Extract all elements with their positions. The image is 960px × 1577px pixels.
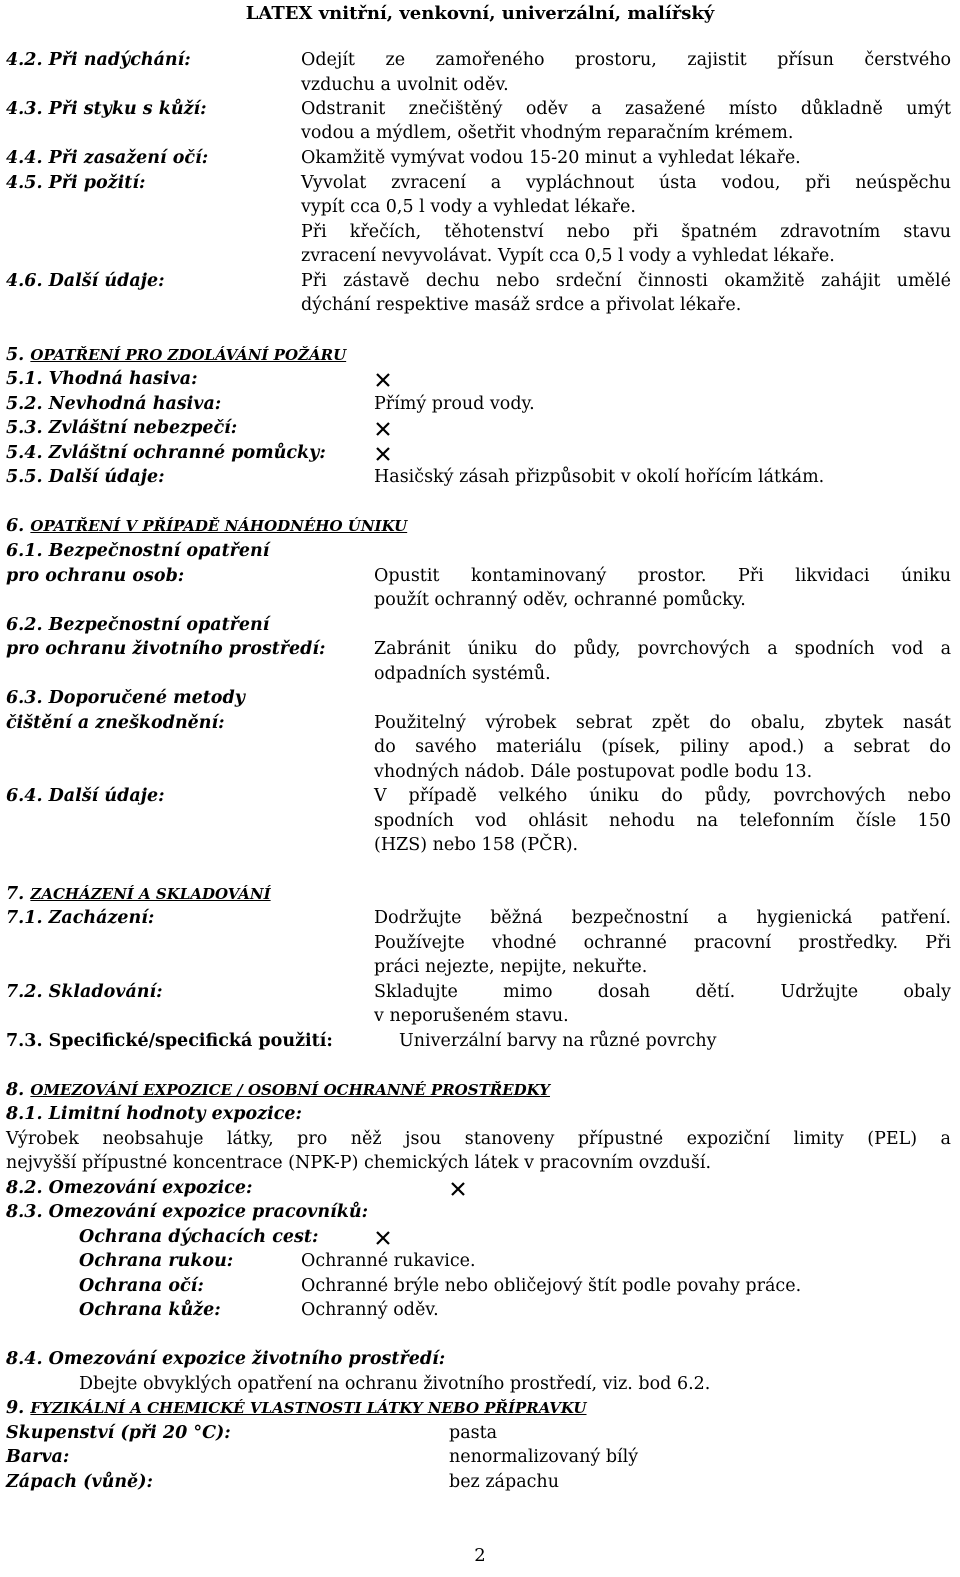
section-number: 8. [6,1080,25,1100]
label-state: Skupenství (při 20 °C): [6,1423,231,1443]
text-5-2: Přímý proud vody. [374,394,535,414]
label-8-2: 8.2. Omezování expozice: [6,1178,253,1198]
label-4-6: 4.6. Další údaje: [6,271,165,291]
text-7-1-line3: práci nejezte, nepijte, nekuřte. [374,957,648,977]
document-title: LATEX vnitřní, venkovní, univerzální, malířský [245,3,715,24]
label-5-5: 5.5. Další údaje: [6,467,165,487]
text-4-5-line4: zvracení nevyvolávat. Vypít cca 0,5 l vody a vyhledat lékaře. [301,246,835,266]
label-7-2: 7.2. Skladování: [6,982,163,1002]
label-5-2: 5.2. Nevhodná hasiva: [6,394,222,414]
text-4-5-line3: Při křečích, těhotenství nebo při špatném zdravotním stavu [301,222,951,242]
cross-icon [449,1180,467,1198]
text-7-2-line2: v neporušeném stavu. [374,1006,569,1026]
text-4-3-line1: Odstranit znečištěný oděv a zasažené místo důkladně umýt [301,99,951,119]
label-8-1: 8.1. Limitní hodnoty expozice: [6,1104,302,1124]
text-8-1-line2: nejvyšší přípustné koncentrace (NPK-P) chemických látek v pracovním ovzduší. [6,1153,712,1173]
label-6-4: 6.4. Další údaje: [6,786,165,806]
text-7-3: Univerzální barvy na různé povrchy [399,1031,717,1051]
section-title: OPATŘENÍ V PŘÍPADĚ NÁHODNÉHO ÚNIKU [30,517,408,535]
section-heading-9 [6,1396,587,1421]
section-title: FYZIKÁLNÍ A CHEMICKÉ VLASTNOSTI LÁTKY NEBO PŘÍPRAVKU [30,1399,587,1417]
cross-icon [374,420,392,438]
text-5-5: Hasičský zásah přizpůsobit v okolí hořícím látkám. [374,467,825,487]
section-title: OMEZOVÁNÍ EXPOZICE / OSOBNÍ OCHRANNÉ PROSTŘEDKY [30,1081,550,1099]
cross-icon [374,1229,392,1247]
section-heading-7 [6,882,271,907]
cross-icon [374,445,392,463]
section-number: 6. [6,516,25,536]
label-5-1: 5.1. Vhodná hasiva: [6,369,198,389]
text-4-4-line1: Okamžitě vymývat vodou 15-20 minut a vyhledat lékaře. [301,148,801,168]
section-heading-5 [6,343,346,368]
text-4-5-line2: vypít cca 0,5 l vody a vyhledat lékaře. [301,197,636,217]
label-color: Barva: [6,1447,70,1467]
label-6-1-line2: pro ochranu osob: [6,566,185,586]
section-heading-6 [6,514,407,539]
label-7-3: 7.3. Specifické/specifická použití: [6,1031,333,1051]
text-4-6-line2: dýchání respektive masáž srdce a přivolat lékaře. [301,295,742,315]
text-eyes: Ochranné brýle nebo obličejový štít podle povahy práce. [301,1276,802,1296]
text-8-4: Dbejte obvyklých opatření na ochranu životního prostředí, viz. bod 6.2. [79,1374,711,1394]
text-8-1-line1: Výrobek neobsahuje látky, pro něž jsou stanoveny přípustné expoziční limity (PEL) a [6,1129,951,1149]
text-6-2-line2: odpadních systémů. [374,664,551,684]
text-color: nenormalizovaný bílý [449,1447,639,1467]
section-title: OPATŘENÍ PRO ZDOLÁVÁNÍ POŽÁRU [30,346,347,364]
label-6-1-text: 6.1. Bezpečnostní opatření [6,541,270,561]
cross-icon [374,371,392,389]
label-6-2-line2: pro ochranu životního prostředí: [6,639,326,659]
label-hands: Ochrana rukou: [79,1251,234,1271]
text-7-1-line1: Dodržujte běžná bezpečnostní a hygienická patření. [374,908,951,928]
text-7-1-line2: Používejte vhodné ochranné pracovní prostředky. Při [374,933,951,953]
text-7-2-line1: Skladujte mimo dosah dětí. Udržujte obaly [374,982,951,1002]
label-8-4: 8.4. Omezování expozice životního prostředí: [6,1349,446,1369]
section-title: ZACHÁZENÍ A SKLADOVÁNÍ [30,885,271,903]
section-number: 9. [6,1398,25,1418]
page-number: 2 [474,1545,486,1566]
section-number: 5. [6,345,25,365]
text-6-3-line3: vhodných nádob. Dále postupovat podle bodu 13. [374,762,813,782]
label-skin: Ochrana kůže: [79,1300,221,1320]
label-4-5: 4.5. Při požití: [6,173,146,193]
label-6-3-line1: 6.3. Doporučené metody [6,688,245,708]
text-6-4-line1: V případě velkého úniku do půdy, povrchových nebo [374,786,951,806]
text-6-4-line2: spodních vod ohlásit nehodu na telefonním čísle 150 [374,811,951,831]
text-6-3-line2: do savého materiálu (písek, piliny apod.) a sebrat do [374,737,951,757]
text-odor: bez zápachu [449,1472,559,1492]
label-5-3: 5.3. Zvláštní nebezpečí: [6,418,238,438]
label-5-4: 5.4. Zvláštní ochranné pomůcky: [6,443,326,463]
label-6-2-line1: 6.2. Bezpečnostní opatření [6,615,270,635]
section-number: 7. [6,884,25,904]
label-7-1: 7.1. Zacházení: [6,908,155,928]
text-6-1-line2: použít ochranný oděv, ochranné pomůcky. [374,590,746,610]
text-4-2-line1: Odejít ze zamořeného prostoru, zajistit přísun čerstvého [301,50,951,70]
text-4-6-line1: Při zástavě dechu nebo srdeční činnosti okamžitě zahájit umělé [301,271,951,291]
label-eyes: Ochrana očí: [79,1276,204,1296]
text-state: pasta [449,1423,498,1443]
section-heading-8 [6,1078,550,1103]
text-6-1-line1: Opustit kontaminovaný prostor. Při likvidaci úniku [374,566,951,586]
label-4-4: 4.4. Při zasažení očí: [6,148,209,168]
label-respiratory: Ochrana dýchacích cest: [79,1227,319,1247]
text-6-4-line3: (HZS) nebo 158 (PČR). [374,835,579,855]
text-6-3-line1: Použitelný výrobek sebrat zpět do obalu, zbytek nasát [374,713,951,733]
text-4-5-line1: Vyvolat zvracení a vypláchnout ústa vodou, při neúspěchu [301,173,951,193]
text-skin: Ochranný oděv. [301,1300,439,1320]
label-8-3: 8.3. Omezování expozice pracovníků: [6,1202,369,1222]
text-hands: Ochranné rukavice. [301,1251,476,1271]
label-6-1-line1 [6,539,269,564]
label-odor: Zápach (vůně): [6,1472,153,1492]
label-4-2: 4.2. Při nadýchání: [6,50,191,70]
text-4-2-line2: vzduchu a uvolnit oděv. [301,75,509,95]
label-4-3: 4.3. Při styku s kůží: [6,99,207,119]
text-6-2-line1: Zabránit úniku do půdy, povrchových a spodních vod a [374,639,951,659]
label-6-3-line2: čištění a zneškodnění: [6,713,225,733]
text-4-3-line2: vodou a mýdlem, ošetřit vhodným reparačním krémem. [301,123,794,143]
